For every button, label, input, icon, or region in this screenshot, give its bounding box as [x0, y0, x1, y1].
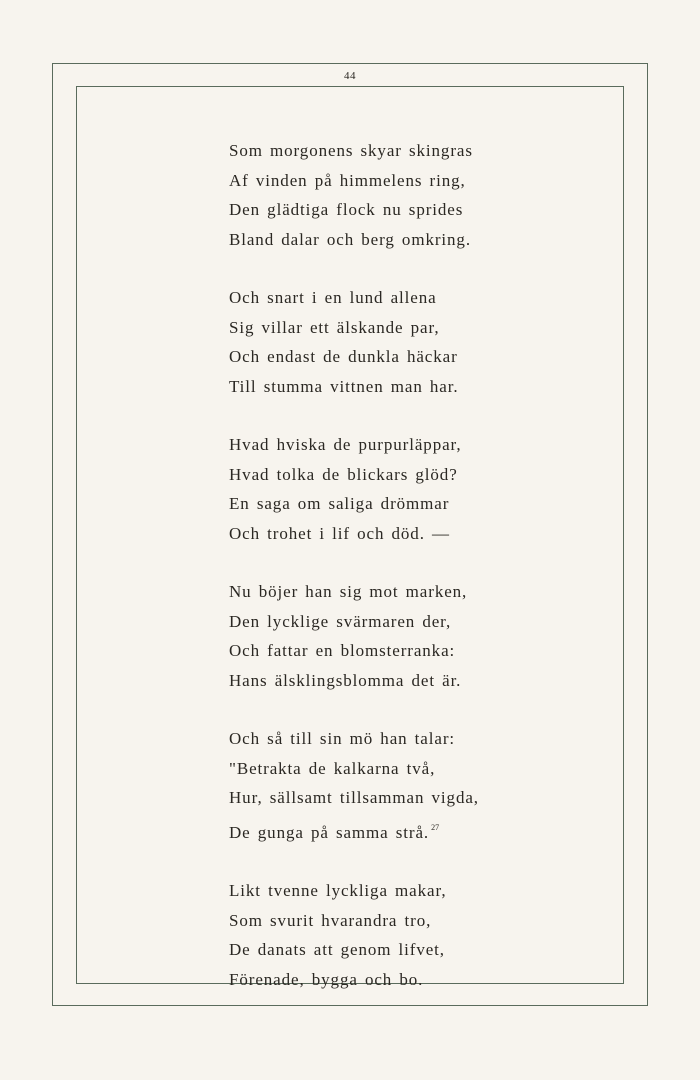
poem-line	[229, 813, 529, 848]
poem-line	[229, 754, 529, 784]
stanza	[229, 876, 529, 994]
poem-line	[229, 372, 529, 402]
poem-line	[229, 666, 529, 696]
poem-line-text: Hvad hviska de purpurläppar,	[229, 435, 462, 454]
poem-line-text: Af vinden på himmelens ring,	[229, 170, 466, 190]
poem-line	[229, 965, 529, 995]
poem-line-text: Som svurit hvarandra tro,	[229, 910, 432, 930]
poem-line-text: Den lycklige svärmaren der,	[229, 611, 452, 631]
poem-line	[229, 283, 529, 313]
poem-line-text: De gunga på samma strå.	[229, 822, 430, 842]
poem-line-text: Nu böjer han sig mot marken,	[229, 582, 468, 601]
poem-line	[229, 430, 529, 460]
poem-line	[229, 460, 529, 490]
poem-line	[229, 519, 529, 549]
poem-line	[229, 577, 529, 607]
poem-line-text: Hvad tolka de blickars glöd?	[229, 464, 458, 484]
poem-line-text: Som morgonens skyar skingras	[229, 141, 473, 160]
stanza	[229, 430, 529, 548]
poem-line	[229, 876, 529, 906]
poem-line-text: "Betrakta de kalkarna två,	[229, 758, 436, 778]
stanza	[229, 283, 529, 401]
poem-line-text: Hans älsklingsblomma det är.	[229, 670, 462, 690]
poem-line-text: Och fattar en blomsterranka:	[229, 641, 456, 660]
poem-line	[229, 342, 529, 372]
poem-line-text: Den glädtiga flock nu sprides	[229, 200, 464, 219]
poem-line	[229, 195, 529, 225]
poem-line	[229, 313, 529, 343]
poem-line-text: Likt tvenne lyckliga makar,	[229, 881, 447, 900]
poem-line	[229, 136, 529, 166]
poem-line	[229, 636, 529, 666]
poem-line	[229, 225, 529, 255]
poem	[229, 136, 529, 1023]
page-number: 44	[344, 70, 356, 82]
stanza	[229, 136, 529, 254]
poem-line	[229, 935, 529, 965]
poem-line-text: Och endast de dunkla häckar	[229, 347, 458, 366]
poem-line	[229, 489, 529, 519]
poem-line-text: Och trohet i lif och död. —	[229, 523, 450, 543]
stanza	[229, 577, 529, 695]
poem-line	[229, 906, 529, 936]
poem-line-text: De danats att genom lifvet,	[229, 940, 445, 959]
poem-line-text: Förenade, bygga och bo.	[229, 969, 424, 989]
poem-line-text: Hur, sällsamt tillsamman vigda,	[229, 788, 479, 807]
poem-line	[229, 607, 529, 637]
poem-line	[229, 783, 529, 813]
poem-line-text: Och snart i en lund allena	[229, 288, 437, 307]
stanza	[229, 724, 529, 847]
poem-line	[229, 166, 529, 196]
poem-line-text: Till stumma vittnen man har.	[229, 376, 459, 396]
poem-line-text: En saga om saliga drömmar	[229, 494, 450, 513]
poem-line-text: Bland dalar och berg omkring.	[229, 229, 471, 249]
poem-line	[229, 724, 529, 754]
footnote-marker: 27	[431, 822, 440, 832]
poem-line-text: Sig villar ett älskande par,	[229, 317, 440, 337]
poem-line-text: Och så till sin mö han talar:	[229, 729, 456, 748]
